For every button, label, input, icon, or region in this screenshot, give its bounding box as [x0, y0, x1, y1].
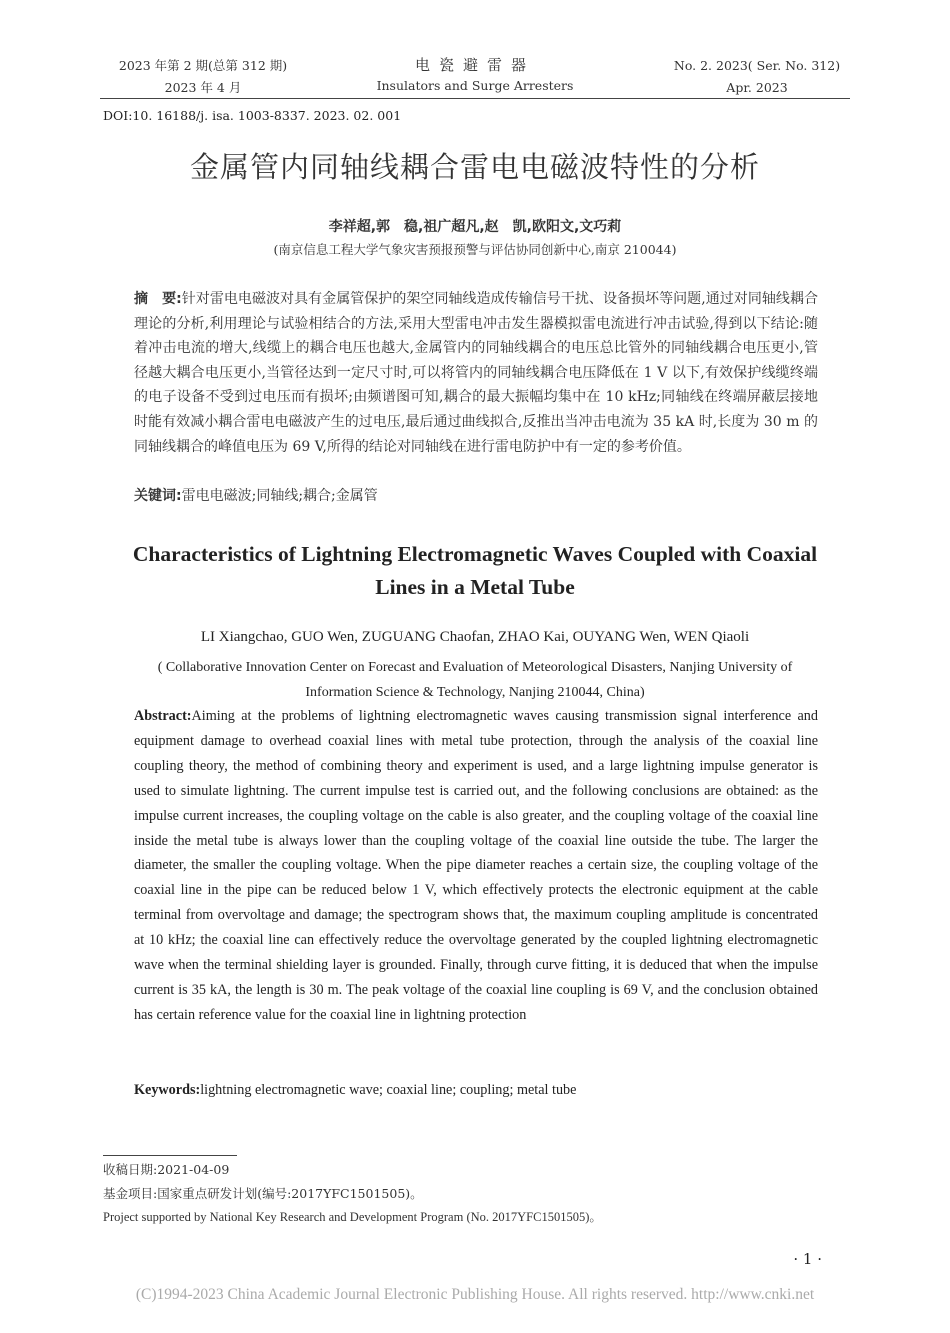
footnote-fund-en: Project supported by National Key Research and Development Program (No. 2017YFC1501505)。	[103, 1210, 602, 1224]
keywords-cn	[134, 484, 818, 508]
keywords-en-text: lightning electromagnetic wave; coaxial line; coupling; metal tube	[200, 1082, 577, 1098]
journal-name-cn: 电瓷避雷器	[414, 56, 535, 74]
affiliation-en: ( Collaborative Innovation Center on Forecast and Evaluation of Meteorological Disasters, Nanjing University of Information Science & Technology, Nanjing 210044, China)	[157, 660, 793, 700]
header-divider	[100, 98, 850, 99]
footnote-divider	[103, 1155, 237, 1156]
abstract-en-text: Aiming at the problems of lightning electromagnetic waves causing transmission signal interference and equipment damage to overhead coaxial lines with metal tube protection, through the analysis of the coaxial line coupling theory, the method of combining theory and experiment is used, and a large lightning impulse generator is used to simulate lightning. The current impulse test is carried out, and the following conclusions are obtained: as the impulse current increases, the coupling voltage on the cable is also greater, and the coupling voltage of the coaxial line inside the metal tube is always lower than the coupling voltage of the coaxial line outside the tube. The larger the diameter, the smaller the coupling voltage. When the pipe diameter reaches a certain size, the coupling voltage of the coaxial line in the pipe can be reduced below 1 V, which effectively protects the electronic equipment at the cable terminal from overvoltage and damage; the spectrogram shows that, the maximum coupling amplitude is concentrated at 10 kHz; the coaxial line can effectively reduce the overvoltage generated by the coupled lightning electromagnetic wave when the terminal shielding layer is grounded. Finally, through curve fitting, it is deduced that when the impulse current is 35 kA, the length is 30 m. The peak voltage of the coaxial line coupling is 69 V, and the conclusion obtained has certain reference value for the coaxial line in lightning protection	[134, 708, 818, 1023]
title-cn: 金属管内同轴线耦合雷电电磁波特性的分析	[189, 150, 760, 184]
header-date-line-en: Apr. 2023	[726, 80, 788, 95]
abstract-cn	[134, 287, 818, 459]
journal-name-en: Insulators and Surge Arresters	[376, 78, 574, 93]
header-journal	[375, 55, 575, 97]
header-issue-line-en: No. 2. 2023( Ser. No. 312)	[673, 58, 841, 73]
footnote-received: 收稿日期:2021-04-09	[103, 1162, 230, 1177]
header-date-line: 2023 年 4 月	[164, 80, 242, 95]
keywords-cn-label: 关键词:	[134, 488, 182, 504]
affiliation-cn: (南京信息工程大学气象灾害预报预警与评估协同创新中心,南京 210044)	[273, 242, 677, 257]
keywords-en-label: Keywords:	[134, 1082, 201, 1098]
abstract-en	[134, 704, 818, 1028]
authors-en: LI Xiangchao, GUO Wen, ZUGUANG Chaofan, ZHAO Kai, OUYANG Wen, WEN Qiaoli	[200, 629, 750, 645]
footnote-fund-cn: 基金项目:国家重点研发计划(编号:2017YFC1501505)。	[103, 1186, 423, 1201]
doi: DOI:10. 16188/j. isa. 1003-8337. 2023. 02. 001	[103, 108, 402, 123]
header-issue-en	[672, 55, 842, 99]
abstract-en-label: Abstract:	[134, 708, 192, 724]
abstract-cn-label: 摘 要:	[134, 291, 182, 307]
abstract-cn-text: 针对雷电电磁波对具有金属管保护的架空同轴线造成传输信号干扰、设备损坏等问题,通过对同轴线耦合理论的分析,利用理论与试验相结合的方法,采用大型雷电冲击发生器模拟雷电流进行冲击试验,得到以下结论:随着冲击电流的增大,线缆上的耦合电压也越大,金属管内的同轴线耦合的电压总比管外的同轴线耦合电压更小,管径越大耦合电压更小,当管径达到一定尺寸时,可以将管内的同轴线耦合电压降低在 1 V 以下,有效保护线缆终端的电子设备不受到过电压而有损坏;由频谱图可知,耦合的最大振幅均集中在 10 kHz;同轴线在终端屏蔽层接地时能有效减小耦合雷电电磁波产生的过电压,最后通过曲线拟合,反推出当冲击电流为 35 kA 时,长度为 30 m 的同轴线耦合的峰值电压为 69 V,所得的结论对同轴线在进行雷电防护中有一定的参考价值。	[134, 291, 818, 455]
copyright-watermark: (C)1994-2023 China Academic Journal Electronic Publishing House. All rights reserved. http://www.cnki.net	[135, 1286, 815, 1303]
keywords-cn-text: 雷电电磁波;同轴线;耦合;金属管	[181, 488, 378, 504]
title-en: Characteristics of Lightning Electromagnetic Waves Coupled with Coaxial Lines in a Metal Tube	[132, 542, 818, 599]
page-number: · 1 ·	[793, 1250, 822, 1268]
keywords-en	[134, 1079, 818, 1101]
authors-cn: 李祥超,郭 稳,祖广超凡,赵 凯,欧阳文,文巧莉	[328, 219, 622, 235]
header-issue-cn	[108, 55, 298, 99]
header-issue-line: 2023 年第 2 期(总第 312 期)	[118, 58, 288, 73]
